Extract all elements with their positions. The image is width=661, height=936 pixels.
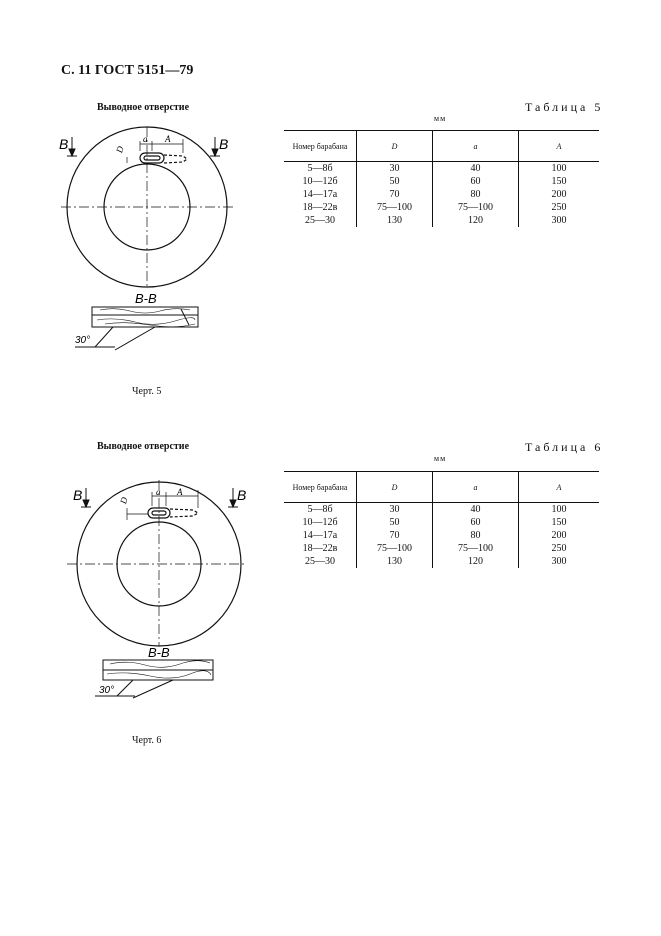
table-unit: мм [434, 454, 447, 463]
section-label: В-В [135, 291, 157, 306]
cell: 250 [519, 201, 600, 214]
cell: 30 [357, 162, 433, 176]
section-title: Выводное отверстие [97, 102, 190, 113]
cell: 18—22в [302, 202, 338, 213]
dim-A: А [165, 134, 171, 144]
figure-caption: Черт. 6 [132, 735, 162, 746]
cell: 100 [519, 503, 600, 517]
dim-a: а [143, 134, 148, 144]
col-header-a: а [433, 472, 519, 503]
dim-a: а [156, 487, 161, 497]
cell: 300 [519, 555, 600, 568]
cell: 60 [433, 175, 519, 188]
table-row [284, 214, 599, 227]
dim-D: D [114, 145, 126, 154]
drum-outlet-drawing [55, 125, 245, 360]
col-header-drum-number: Номер барабана [284, 131, 357, 162]
cell: 5—8б [307, 163, 333, 174]
table-row [284, 175, 599, 188]
dimensions-table [284, 130, 599, 227]
cell: 200 [519, 529, 600, 542]
table-row [284, 529, 599, 542]
table-unit: мм [434, 114, 447, 123]
drum-outlet-drawing [55, 470, 255, 710]
dim-A: А [177, 487, 183, 497]
cell: 50 [357, 175, 433, 188]
cell: 70 [357, 188, 433, 201]
table-row [284, 555, 599, 568]
table-row [284, 162, 599, 176]
section-mark-left: В [59, 136, 69, 152]
table-row [284, 503, 599, 517]
cell: 150 [519, 175, 600, 188]
col-header-a: а [433, 131, 519, 162]
cell: 14—17а [302, 530, 338, 541]
section-mark-left: В [73, 487, 83, 503]
table-row [284, 542, 599, 555]
cell: 70 [357, 529, 433, 542]
cell: 75—100 [357, 542, 433, 555]
cell: 14—17а [302, 189, 338, 200]
table-row [284, 201, 599, 214]
cell: 60 [433, 516, 519, 529]
cell: 10—12б [302, 176, 338, 187]
dimensions-table [284, 471, 599, 568]
cell: 40 [433, 503, 519, 517]
col-header-A: А [519, 472, 600, 503]
cell: 10—12б [302, 517, 338, 528]
section-mark-right: В [219, 136, 229, 152]
cell: 75—100 [433, 542, 519, 555]
section-title: Выводное отверстие [97, 441, 190, 452]
cell: 80 [433, 188, 519, 201]
cell: 250 [519, 542, 600, 555]
col-header-drum-number: Номер барабана [284, 472, 357, 503]
cell: 25—30 [305, 215, 335, 226]
cell: 30 [357, 503, 433, 517]
dim-D: D [118, 496, 130, 505]
table-row [284, 188, 599, 201]
cell: 100 [519, 162, 600, 176]
angle-label: 30° [75, 335, 91, 346]
cell: 40 [433, 162, 519, 176]
cell: 18—22в [302, 543, 338, 554]
page-header: С. 11 ГОСТ 5151—79 [61, 63, 194, 78]
col-header-D: D [357, 131, 433, 162]
angle-label: 30° [99, 685, 115, 696]
section-label: В-В [148, 645, 170, 660]
cell: 75—100 [357, 201, 433, 214]
cell: 25—30 [305, 556, 335, 567]
figure-caption: Черт. 5 [132, 386, 162, 397]
cell: 150 [519, 516, 600, 529]
cell: 130 [357, 214, 433, 227]
cell: 75—100 [433, 201, 519, 214]
cell: 130 [357, 555, 433, 568]
cell: 120 [433, 214, 519, 227]
section-mark-right: В [237, 487, 247, 503]
col-header-D: D [357, 472, 433, 503]
table-title: Таблица 6 [525, 440, 604, 454]
cell: 300 [519, 214, 600, 227]
table-row [284, 516, 599, 529]
col-header-A: А [519, 131, 600, 162]
cell: 5—8б [307, 504, 333, 515]
cell: 120 [433, 555, 519, 568]
cell: 80 [433, 529, 519, 542]
cell: 50 [357, 516, 433, 529]
table-title: Таблица 5 [525, 100, 604, 114]
cell: 200 [519, 188, 600, 201]
